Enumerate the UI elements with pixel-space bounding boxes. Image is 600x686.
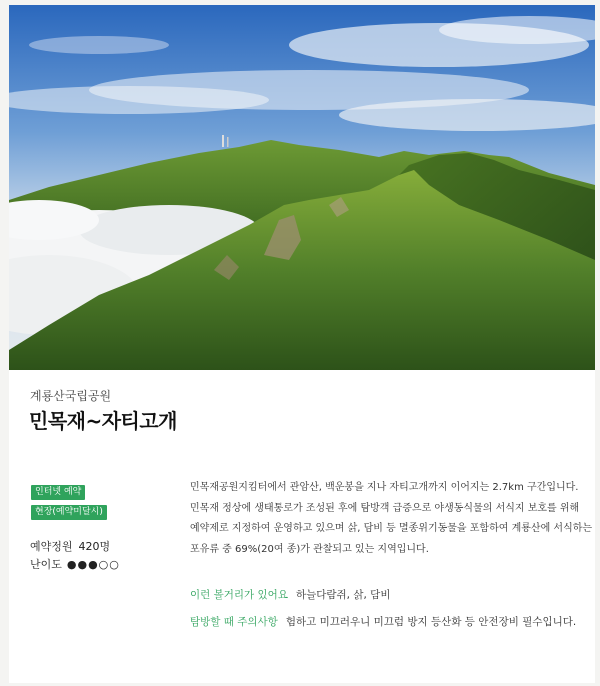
cautions-text: 험하고 미끄러우니 미끄럼 방지 등산화 등 안전장비 필수입니다. (285, 616, 577, 628)
reservation-online-badge: 인터넷 예약 (31, 485, 85, 500)
trail-title: 민목재~자티고개 (29, 409, 177, 433)
highlights-label: 이런 볼거리가 있어요 (190, 589, 288, 601)
highlights-text: 하늘다람쥐, 삵, 담비 (295, 589, 391, 601)
capacity-value: 420명 (78, 540, 111, 553)
description-line: 민목재공원지킴터에서 관암산, 백운봉을 지나 자티고개까지 이어지는 2.7km 구간입니다. (190, 482, 579, 493)
capacity-stat (30, 538, 110, 554)
difficulty-label: 난이도 (30, 558, 62, 571)
cautions-row (190, 614, 576, 629)
mountain-photo (9, 5, 595, 370)
trail-card (9, 5, 595, 683)
reservation-onsite-badge: 현장(예약미달시) (31, 505, 107, 520)
mountain-landscape-image (9, 5, 595, 370)
cautions-label: 탐방할 때 주의사항 (190, 616, 278, 628)
capacity-label: 예약정원 (30, 540, 73, 553)
description-line: 민목재 정상에 생태통로가 조성된 후에 탐방객 급증으로 야생동식물의 서식지 보호를 위해 (190, 502, 580, 514)
description-line: 포유류 중 69%(20여 종)가 관찰되고 있는 지역입니다. (190, 543, 429, 555)
description-line: 예약제로 지정하여 운영하고 있으며 삵, 담비 등 멸종위기동물을 포함하여 계룡산에 서식하는 (190, 523, 593, 534)
difficulty-rating-dots: ●●●○○ (66, 558, 120, 571)
trail-description (190, 478, 593, 560)
highlights-row (190, 587, 390, 602)
park-name: 계룡산국립공원 (30, 389, 112, 403)
difficulty-stat (30, 556, 120, 572)
